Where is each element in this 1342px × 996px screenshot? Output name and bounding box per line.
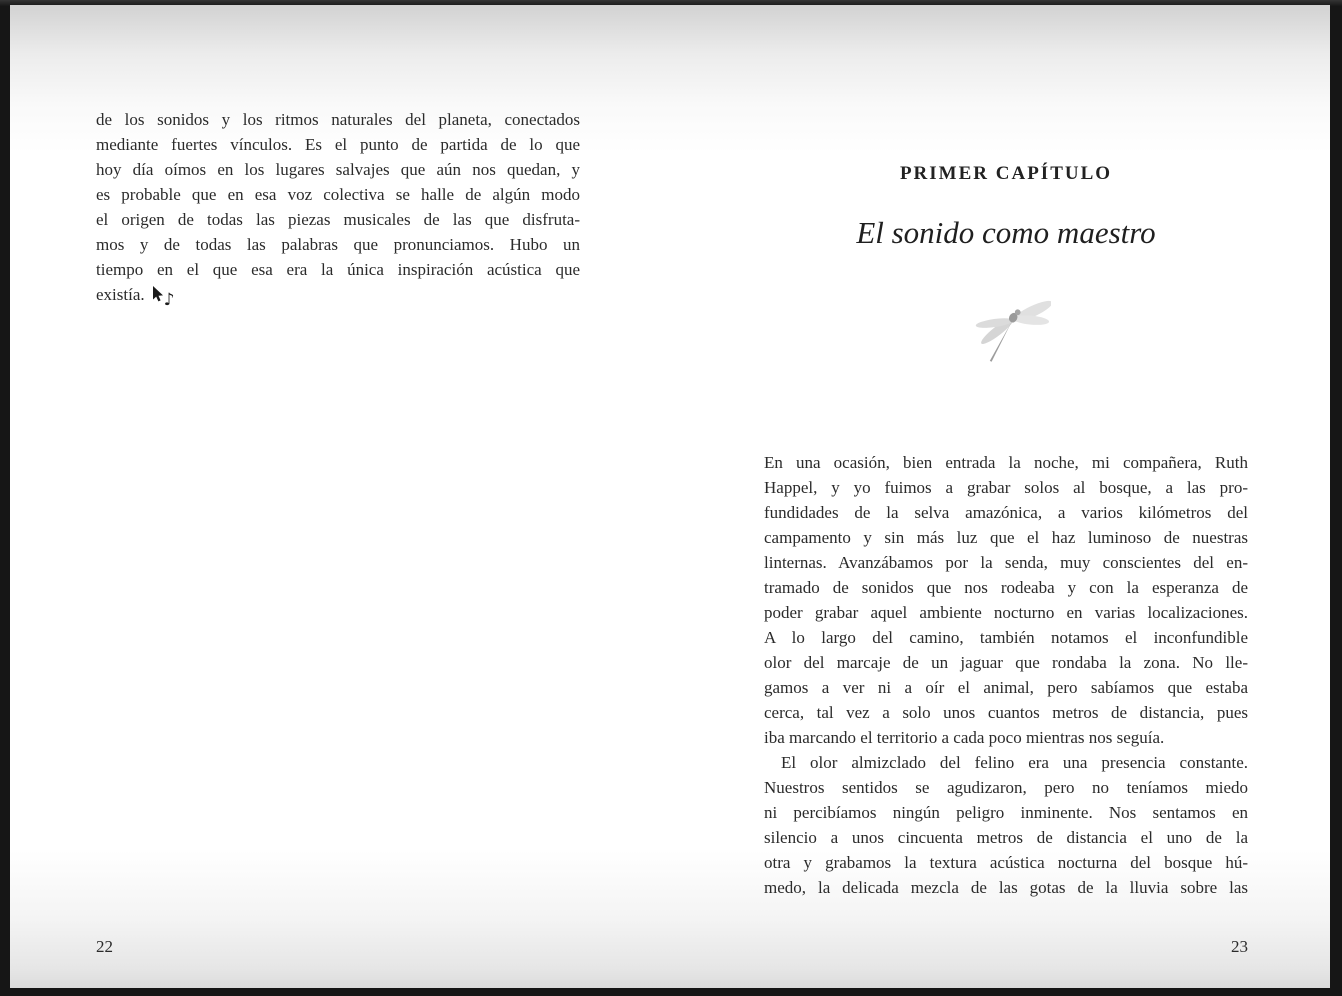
text-line: linternas. Avanzábamos por la senda, muy conscientes del en- — [764, 553, 1248, 572]
paragraph-end-text: existía. — [96, 285, 145, 304]
left-page-body — [96, 107, 580, 307]
text-line — [96, 282, 580, 307]
book-spread — [10, 5, 1330, 988]
text-line: medo, la delicada mezcla de las gotas de la lluvia sobre las — [764, 878, 1248, 897]
text-line: Nuestros sentidos se agudizaron, pero no teníamos miedo — [764, 778, 1248, 797]
text-line: poder grabar aquel ambiente nocturno en varias localizaciones. — [764, 603, 1248, 622]
page-number-right: 23 — [1231, 937, 1248, 956]
text-line: tramado de sonidos que nos rodeaba y con la esperanza de — [764, 578, 1248, 597]
text-line: tiempo en el que esa era la única inspiración acústica que — [96, 260, 580, 279]
text-line: es probable que en esa voz colectiva se halle de algún modo — [96, 185, 580, 204]
right-page-body — [764, 450, 1248, 900]
text-line: mos y de todas las palabras que pronunciamos. Hubo un — [96, 235, 580, 254]
text-line: cerca, tal vez a solo unos cuantos metros de distancia, pues — [764, 703, 1248, 722]
text-line: otra y grabamos la textura acústica nocturna del bosque hú- — [764, 853, 1248, 872]
chapter-label: PRIMER CAPÍTULO — [899, 163, 1113, 184]
page-number-left: 22 — [96, 937, 113, 956]
text-line: El olor almizclado del felino era una presencia constante. — [781, 753, 1248, 772]
text-line: En una ocasión, bien entrada la noche, mi compañera, Ruth — [764, 453, 1248, 472]
text-line: hoy día oímos en los lugares salvajes que aún nos quedan, y — [96, 160, 580, 179]
text-line: de los sonidos y los ritmos naturales del planeta, conectados — [96, 110, 580, 129]
dragonfly-image — [961, 288, 1051, 378]
audio-note-marker[interactable] — [152, 284, 175, 307]
text-line: el origen de todas las piezas musicales de las que disfruta- — [96, 210, 580, 229]
text-line: olor del marcaje de un jaguar que rondaba la zona. No lle- — [764, 653, 1248, 672]
music-note-icon: ♪ — [163, 290, 175, 307]
text-line: fundidades de la selva amazónica, a varios kilómetros del — [764, 503, 1248, 522]
chapter-title: El sonido como maestro — [856, 215, 1156, 250]
text-line: A lo largo del camino, también notamos el inconfundible — [764, 628, 1248, 647]
text-line: iba marcando el territorio a cada poco mientras nos seguía. — [764, 728, 1165, 747]
text-line: campamento y sin más luz que el haz luminoso de nuestras — [764, 528, 1248, 547]
text-line: mediante fuertes vínculos. Es el punto de partida de lo que — [96, 135, 580, 154]
text-line: ni percibíamos ningún peligro inminente. Nos sentamos en — [764, 803, 1248, 822]
text-line: Happel, y yo fuimos a grabar solos al bosque, a las pro- — [764, 478, 1248, 497]
text-line: silencio a unos cincuenta metros de distancia el uno de la — [764, 828, 1248, 847]
text-line: gamos a ver ni a oír el animal, pero sabíamos que estaba — [764, 678, 1248, 697]
